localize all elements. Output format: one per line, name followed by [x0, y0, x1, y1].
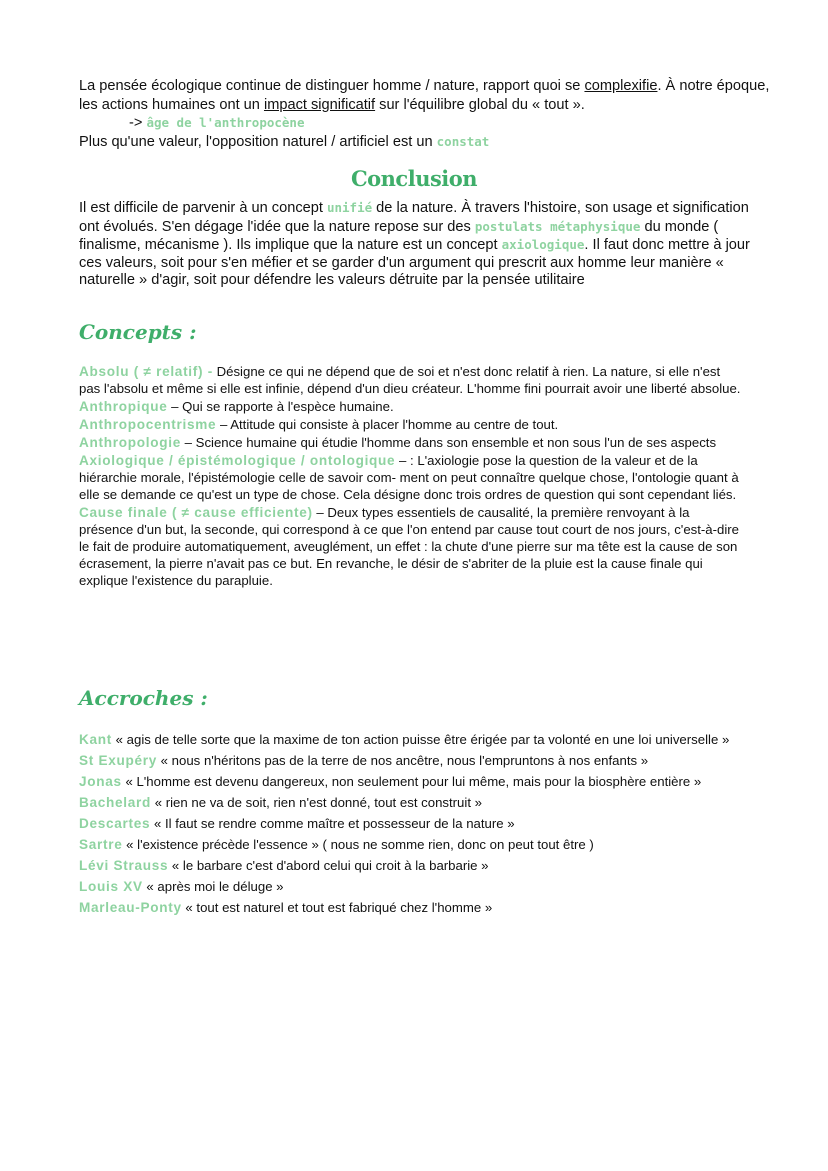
quote-text: « après moi le déluge » [142, 879, 284, 894]
conclusion-text: Il est difficile de parvenir à un concept [79, 200, 327, 216]
quote-item [79, 898, 743, 918]
constat-highlight: constat [436, 133, 490, 149]
accroches-list [79, 730, 743, 919]
concept-definition: – Science humaine qui étudie l'homme dans son ensemble et non sous l'un de ses aspects [180, 435, 717, 450]
intro-text: . À notre époque, les actions humaines ont un [79, 78, 770, 113]
quote-author: Bachelard [79, 795, 152, 810]
concept-item [79, 398, 743, 415]
conclusion-paragraph [79, 199, 759, 290]
anthropocene-line [79, 114, 779, 133]
quote-item [79, 814, 743, 834]
quote-item [79, 730, 743, 750]
concept-term: Axiologique / épistémologique / ontologique [79, 453, 396, 468]
conclusion-title: Conclusion [350, 166, 478, 191]
concept-item [79, 416, 743, 433]
quote-text: « Il faut se rendre comme maître et possesseur de la nature » [150, 816, 515, 831]
intro-text: sur l'équilibre global du « tout ». [375, 96, 585, 113]
quote-item [79, 793, 743, 813]
concept-term: Anthropocentrisme [79, 417, 217, 432]
postulats-highlight: postulats métaphysique [474, 218, 641, 234]
concept-definition: – Deux types essentiels de causalité, la première renvoyant à la présence d'un but, la seconde, qui correspond à ce que l'on entend par cause tout court de nos jours, c'est-à-dire le fait de produire automatiquement, aveuglément, un effet : la chute d'une pierre sur ma tête est la cause de son écrasement, la pierre n'avait pas ce but. En revanche, le désir de s'abriter de la pluie est la cause finale qui explique l'existence du parapluie. [79, 505, 740, 588]
quote-author: Kant [79, 732, 113, 747]
intro-paragraph-2 [79, 133, 779, 152]
quote-text: « tout est naturel et tout est fabriqué chez l'homme » [181, 900, 493, 915]
accroches-title: Accroches : [79, 686, 208, 710]
concept-definition: Désigne ce qui ne dépend que de soi et n'est donc relatif à rien. La nature, si elle n'est pas l'absolu et même si elle est infinie, dépend d'un dieu créateur. L'homme fini pourrait avoir une liberté absolue. [79, 364, 741, 396]
conclusion-text: . Il faut donc mettre à jour ces valeurs, soit pour s'en méfier et se garder d'un argument qui prescrit aux homme leur manière « naturelle » d'agir, soit pour défendre les valeurs détruite par la pensée utilitaire [79, 237, 750, 288]
quote-item [79, 877, 743, 897]
quote-text: « L'homme est devenu dangereux, non seulement pour lui même, mais pour la biosphère entière » [121, 774, 702, 789]
arrow-text: -> [129, 115, 147, 131]
concept-definition: – Qui se rapporte à l'espèce humaine. [167, 399, 394, 414]
concept-item [79, 434, 743, 451]
conclusion-text: de la nature. À travers l'histoire, son usage et signification ont évolués. S'en dégage l'idée que la nature repose sur des [79, 200, 749, 235]
quote-item [79, 751, 743, 771]
unifie-highlight: unifié [326, 200, 373, 215]
concept-definition: – : L'axiologie pose la question de la valeur et de la hiérarchie morale, l'épistémologie celle de savoir com- ment on peut connaître quelque chose, l'ontologie quant à elle se demande ce qu'est un type de chose. Cela désigne donc trois ordres de question qui sont cependant liés. [79, 453, 739, 502]
intro-paragraph [79, 77, 779, 114]
axiologique-highlight: axiologique [501, 237, 585, 252]
quote-text: « rien ne va de soit, rien n'est donné, tout est construit » [151, 795, 482, 810]
quote-item [79, 835, 743, 855]
quote-item [79, 772, 743, 792]
concept-item [79, 363, 743, 397]
concept-term: Anthropologie [79, 435, 181, 450]
anthropocene-highlight: âge de l'anthropocène [146, 115, 305, 130]
concept-term: Anthropique [79, 399, 168, 414]
quote-author: Descartes [79, 816, 151, 831]
quote-author: Lévi Strauss [79, 858, 169, 873]
conclusion-text: du monde ( finalisme, mécanisme ). Ils implique que la nature est un concept [79, 218, 719, 253]
quote-text: « agis de telle sorte que la maxime de ton action puisse être érigée par ta volonté en une loi universelle » [112, 732, 730, 747]
quote-item [79, 856, 743, 876]
underlined-complexifie: complexifie [584, 78, 658, 94]
concept-term: Absolu ( ≠ relatif) - [79, 364, 213, 379]
quote-author: St Exupéry [79, 753, 158, 768]
concept-term: Cause finale ( ≠ cause efficiente) [79, 505, 313, 520]
concepts-list [79, 363, 743, 590]
quote-text: « nous n'héritons pas de la terre de nos ancêtre, nous l'empruntons à nos enfants » [157, 753, 649, 768]
concept-definition: – Attitude qui consiste à placer l'homme au centre de tout. [216, 417, 559, 432]
quote-text: « le barbare c'est d'abord celui qui croit à la barbarie » [168, 858, 489, 873]
intro-text: La pensée écologique continue de distinguer homme / nature, rapport quoi se [79, 78, 585, 94]
concept-item [79, 452, 743, 503]
quote-author: Marleau-Ponty [79, 900, 182, 915]
concepts-title: Concepts : [79, 320, 197, 344]
intro-text: Plus qu'une valeur, l'opposition naturel / artificiel est un [79, 133, 437, 150]
concept-item [79, 504, 743, 589]
quote-text: « l'existence précède l'essence » ( nous ne somme rien, donc on peut tout être ) [122, 837, 594, 852]
intro-section [79, 77, 779, 151]
quote-author: Sartre [79, 837, 123, 852]
underlined-impact: impact significatif [263, 96, 376, 113]
quote-author: Jonas [79, 774, 122, 789]
quote-author: Louis XV [79, 879, 143, 894]
